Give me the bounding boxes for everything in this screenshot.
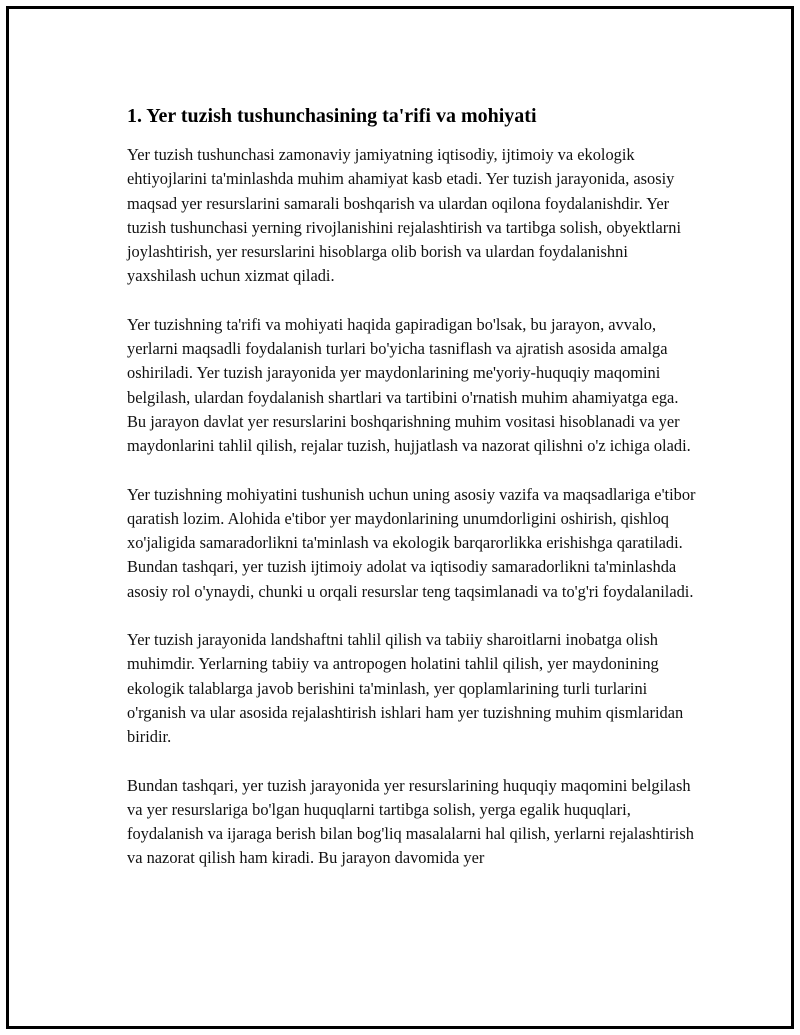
- page-frame: [6, 6, 794, 1029]
- section-heading: 1. Yer tuzish tushunchasining ta'rifi va mohiyati: [127, 105, 537, 127]
- document-body: [121, 103, 701, 895]
- paragraph: Bundan tashqari, yer tuzish jarayonida yer resurslarining huquqiy maqomini belgilash va yer resurslariga bo'lgan huquqlarni tartibga solish, yerga egalik huquqlari, foydalanish va ijaraga berish bilan bog'liq masalalarni hal qilish, yerlarni rejalashtirish va nazorat qilish ham kiradi. Bu jarayon davomida yer: [127, 775, 694, 868]
- paragraph: Yer tuzishning mohiyatini tushunish uchun uning asosiy vazifa va maqsadlariga e'tibor qaratish lozim. Alohida e'tibor yer maydonlarining unumdorligini oshirish, qishloq xo'jaligida samaradorlikni ta'minlash va ekologik barqarorlikka erishishga qaratiladi. Bundan tashqari, yer tuzish ijtimoiy adolat va iqtisodiy samaradorlikni ta'minlashda asosiy rol o'ynaydi, chunki u orqali resurslar teng taqsimlanadi va to'g'ri foydalaniladi.: [127, 484, 696, 601]
- paragraph: Yer tuzish tushunchasi zamonaviy jamiyatning iqtisodiy, ijtimoiy va ekologik ehtiyojlarini ta'minlashda muhim ahamiyat kasb etadi. Yer tuzish jarayonida, asosiy maqsad yer resurslarini samarali boshqarish va ulardan oqilona foydalanishdir. Yer tuzish tushunchasi yerning rivojlanishini rejalashtirish va tartibga solish, obyektlarni joylashtirish, yer resurslarini hisoblarga olib borish va ulardan foydalanishni yaxshilash uchun xizmat qiladi.: [127, 145, 681, 286]
- paragraph: Yer tuzish jarayonida landshaftni tahlil qilish va tabiiy sharoitlarni inobatga olish muhimdir. Yerlarning tabiiy va antropogen holatini tahlil qilish, yer maydonining ekologik talablarga javob berishini ta'minlash, yer qoplamlarining turli turlarini o'rganish va ular asosida rejalashtirish ishlari ham yer tuzishning muhim qismlaridan biridir.: [127, 630, 684, 747]
- paragraph: Yer tuzishning ta'rifi va mohiyati haqida gapiradigan bo'lsak, bu jarayon, avvalo, yerlarni maqsadli foydalanish turlari bo'yicha tasniflash va ajratish asosida amalga oshiriladi. Yer tuzish jarayonida yer maydonlarining me'yoriy-huquqiy maqomini belgilash, ulardan foydalanish shartlari va tartibini o'rnatish muhim ahamiyatga ega. Bu jarayon davlat yer resurslarini boshqarishning muhim vositasi hisoblanadi va yer maydonlarini tahlil qilish, rejalar tuzish, hujjatlash va nazorat qilishni o'z ichiga oladi.: [127, 314, 691, 456]
